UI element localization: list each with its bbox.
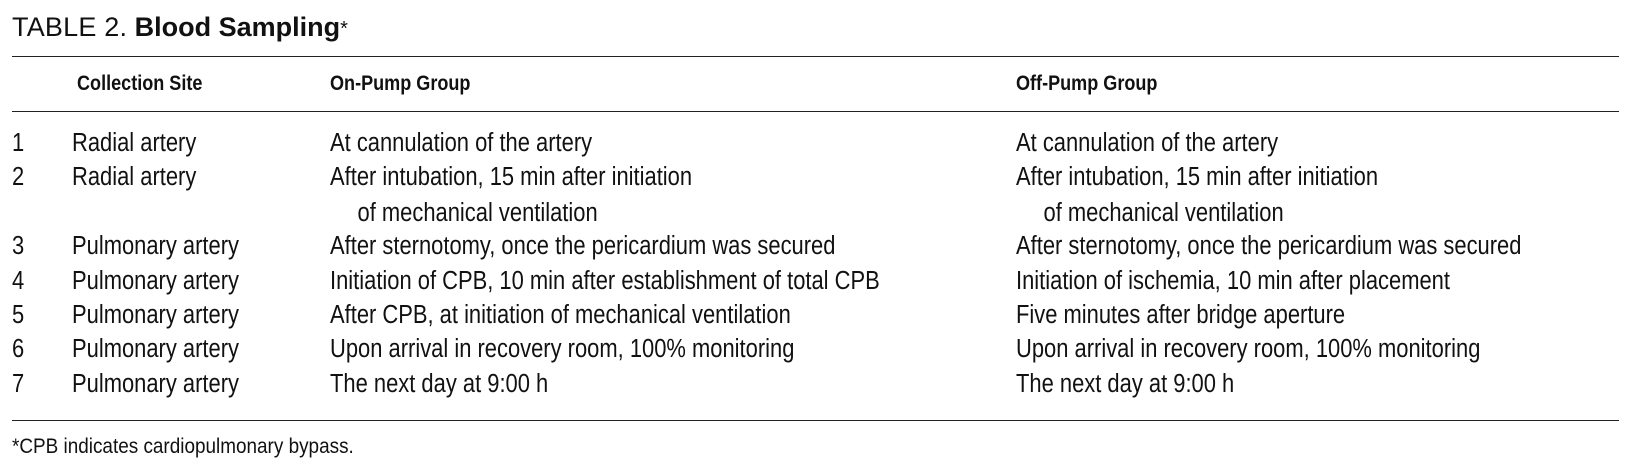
cell-line: After intubation, 15 min after initiation bbox=[1016, 163, 1379, 192]
footnote-marker: * bbox=[340, 18, 348, 40]
off-pump-cell bbox=[1016, 332, 1480, 368]
cell-line: Upon arrival in recovery room, 100% monitoring bbox=[1016, 335, 1481, 364]
collection-site-cell: Pulmonary artery bbox=[72, 335, 239, 364]
header-rule bbox=[12, 111, 1619, 112]
cell-line: After sternotomy, once the pericardium was secured bbox=[1016, 232, 1522, 261]
cell-line: At cannulation of the artery bbox=[1016, 129, 1279, 157]
row-number: 3 bbox=[12, 232, 25, 261]
cell-continuation-line: of mechanical ventilation bbox=[357, 198, 598, 227]
header-off-pump-group: Off-Pump Group bbox=[1016, 72, 1158, 95]
off-pump-cell bbox=[1016, 126, 1278, 162]
off-pump-cell bbox=[1016, 298, 1345, 334]
table-row bbox=[0, 160, 1627, 229]
collection-site-cell: Pulmonary artery bbox=[72, 300, 239, 329]
cell-line: After CPB, at initiation of mechanical ventilation bbox=[330, 300, 791, 329]
header-on-pump-group: On-Pump Group bbox=[330, 72, 471, 95]
on-pump-cell bbox=[330, 367, 548, 403]
table-body bbox=[0, 126, 1627, 401]
cell-line: Initiation of ischemia, 10 min after placement bbox=[1016, 266, 1450, 295]
on-pump-cell bbox=[330, 160, 692, 231]
cell-line: Five minutes after bridge aperture bbox=[1016, 300, 1346, 329]
table-row bbox=[0, 264, 1627, 298]
collection-site-cell: Radial artery bbox=[72, 129, 197, 157]
collection-site-cell: Radial artery bbox=[72, 163, 197, 192]
table-caption bbox=[12, 10, 348, 44]
table-row bbox=[0, 126, 1627, 160]
on-pump-cell bbox=[330, 264, 880, 300]
cell-line: At cannulation of the artery bbox=[330, 129, 593, 157]
header-collection-site: Collection Site bbox=[77, 72, 203, 95]
table-title: Blood Sampling bbox=[134, 12, 341, 42]
row-number: 4 bbox=[12, 266, 25, 295]
cell-line: The next day at 9:00 h bbox=[330, 369, 549, 398]
table-row bbox=[0, 367, 1627, 401]
bottom-rule bbox=[12, 420, 1619, 421]
table-footnote: *CPB indicates cardiopulmonary bypass. bbox=[12, 434, 354, 458]
top-rule bbox=[12, 56, 1619, 57]
table-row bbox=[0, 298, 1627, 332]
row-number: 6 bbox=[12, 335, 25, 364]
on-pump-cell bbox=[330, 126, 592, 162]
row-number: 1 bbox=[12, 129, 25, 157]
row-number: 2 bbox=[12, 163, 25, 192]
off-pump-cell bbox=[1016, 264, 1450, 300]
cell-continuation-line: of mechanical ventilation bbox=[1043, 198, 1284, 227]
cell-line: Upon arrival in recovery room, 100% monitoring bbox=[330, 335, 795, 364]
table-number: TABLE 2. bbox=[12, 12, 128, 42]
row-number: 7 bbox=[12, 369, 25, 398]
cell-line: After intubation, 15 min after initiation bbox=[330, 163, 693, 192]
on-pump-cell bbox=[330, 229, 835, 265]
off-pump-cell bbox=[1016, 160, 1378, 231]
cell-line: Initiation of CPB, 10 min after establishment of total CPB bbox=[330, 266, 880, 295]
on-pump-cell bbox=[330, 298, 791, 334]
off-pump-cell bbox=[1016, 229, 1521, 265]
off-pump-cell bbox=[1016, 367, 1234, 403]
collection-site-cell: Pulmonary artery bbox=[72, 369, 239, 398]
collection-site-cell: Pulmonary artery bbox=[72, 266, 239, 295]
cell-line: The next day at 9:00 h bbox=[1016, 369, 1235, 398]
cell-line: After sternotomy, once the pericardium was secured bbox=[330, 232, 836, 261]
table-row bbox=[0, 332, 1627, 366]
collection-site-cell: Pulmonary artery bbox=[72, 232, 239, 261]
on-pump-cell bbox=[330, 332, 794, 368]
table-row bbox=[0, 229, 1627, 263]
row-number: 5 bbox=[12, 300, 25, 329]
